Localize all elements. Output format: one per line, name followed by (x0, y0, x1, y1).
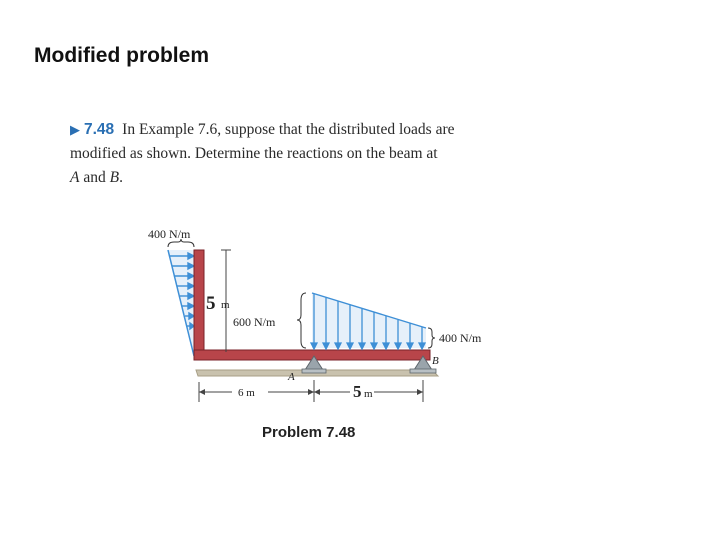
support-a-base (302, 369, 326, 373)
horizontal-left-length: 6 m (238, 387, 255, 399)
vertical-length-unit: m (221, 299, 230, 311)
vertical-load-label: 400 N/m (148, 227, 191, 241)
vertical-length-value: 5 (206, 293, 216, 314)
problem-text-line2: modified as shown. Determine the reactions on the beam at (70, 145, 438, 162)
dimension-arrowhead (417, 389, 423, 395)
support-b-base (410, 369, 436, 373)
problem-text-line1: In Example 7.6, suppose that the distributed loads are (122, 121, 455, 138)
problem-number: 7.48 (84, 121, 115, 138)
period: . (119, 169, 123, 186)
right-load-label: 400 N/m (439, 331, 482, 345)
dimension-arrowhead (308, 389, 314, 395)
dimension-arrowhead (199, 389, 205, 395)
support-a-label: A (288, 371, 295, 383)
horizontal-right-value: 5 (353, 382, 362, 401)
point-b-label: B (109, 169, 120, 186)
support-b-label: B (432, 355, 439, 367)
page-heading: Modified problem (34, 44, 209, 67)
dimension-arrowhead (314, 389, 320, 395)
right-intensity-brace (428, 328, 435, 348)
vertical-member (194, 250, 204, 360)
problem-marker-icon: ▶ (70, 122, 80, 137)
figure-caption: Problem 7.48 (262, 424, 356, 441)
left-load-label: 600 N/m (233, 315, 276, 329)
left-intensity-brace (297, 293, 306, 348)
horizontal-right-unit: m (364, 388, 373, 400)
point-a-label: A (70, 169, 80, 186)
and-word: and (79, 169, 110, 186)
horizontal-load-region (312, 293, 426, 348)
